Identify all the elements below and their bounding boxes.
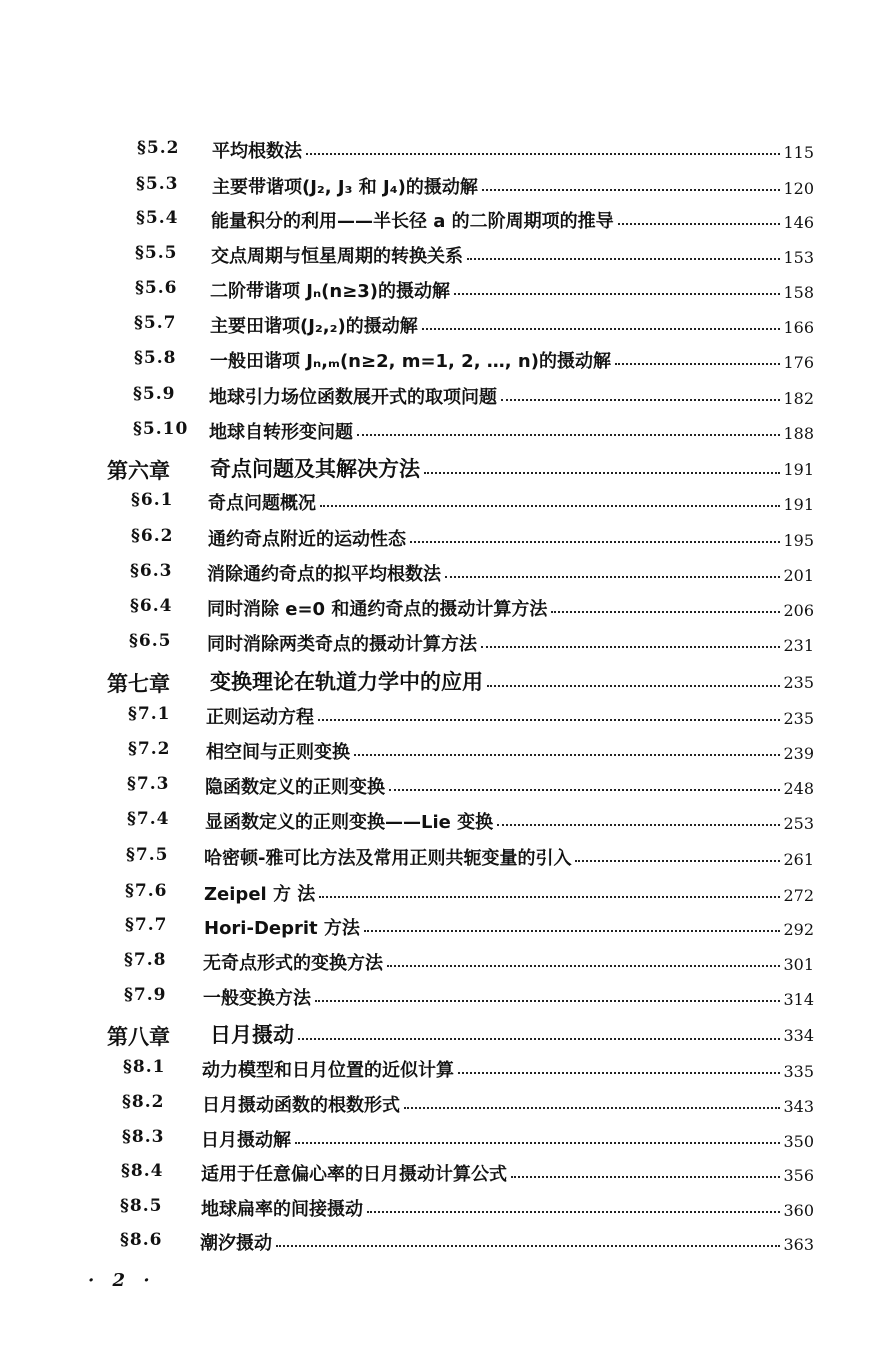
section-number: §8.5 — [120, 1196, 163, 1216]
dot-leader — [458, 1060, 780, 1074]
section-number: §8.1 — [123, 1057, 166, 1077]
chapter-number: 第七章 — [107, 672, 170, 696]
toc-section-entry — [0, 1230, 875, 1260]
dot-leader — [618, 211, 781, 225]
dot-leader — [575, 848, 780, 862]
dot-leader — [511, 1164, 780, 1178]
toc-section-entry — [0, 809, 875, 839]
dot-leader — [454, 281, 780, 295]
section-title: 主要带谐项(J₂, J₃ 和 J₄)的摄动解 — [212, 177, 478, 198]
dot-leader — [357, 422, 780, 436]
section-number: §7.6 — [125, 881, 168, 901]
section-number: §5.2 — [137, 138, 180, 158]
section-number: §6.1 — [131, 490, 174, 510]
dot-leader — [551, 599, 780, 613]
toc-section-entry — [0, 490, 875, 520]
section-title: 消除通约奇点的拟平均根数法 — [207, 564, 441, 585]
toc-chapter-entry — [0, 668, 875, 698]
section-number: §8.4 — [121, 1161, 164, 1181]
dot-leader — [410, 529, 780, 543]
chapter-number: 第八章 — [107, 1025, 170, 1049]
section-number: §7.5 — [126, 845, 169, 865]
dot-leader — [276, 1233, 780, 1247]
page-number: 363 — [783, 1235, 814, 1254]
toc-section-entry — [0, 596, 875, 626]
section-title: 平均根数法 — [212, 141, 302, 162]
page-number: 360 — [783, 1201, 814, 1220]
dot-leader — [315, 988, 780, 1002]
section-title: 日月摄动解 — [201, 1130, 291, 1151]
section-number: §7.9 — [124, 985, 167, 1005]
page-number: 261 — [783, 850, 814, 869]
section-title: 正则运动方程 — [206, 707, 314, 728]
toc-section-entry — [0, 1127, 875, 1157]
section-number: §5.6 — [135, 278, 178, 298]
page-number: 350 — [783, 1132, 814, 1151]
toc-section-entry — [0, 845, 875, 875]
page-number: 206 — [783, 601, 814, 620]
section-title: 适用于任意偏心率的日月摄动计算公式 — [201, 1164, 507, 1185]
toc-section-entry — [0, 561, 875, 591]
page-number: 292 — [783, 920, 814, 939]
page-number: 248 — [783, 779, 814, 798]
dot-leader — [389, 777, 780, 791]
page-number: 253 — [783, 814, 814, 833]
page-number: 235 — [783, 709, 814, 728]
section-title: 动力模型和日月位置的近似计算 — [202, 1060, 454, 1081]
chapter-number: 第六章 — [107, 459, 170, 483]
page-number: 120 — [783, 179, 814, 198]
dot-leader — [424, 460, 780, 474]
dot-leader — [482, 177, 781, 191]
section-title: 日月摄动函数的根数形式 — [202, 1095, 400, 1116]
section-number: §6.4 — [130, 596, 173, 616]
page-number: 158 — [783, 283, 814, 302]
page-number-footer: · 2 · — [88, 1270, 156, 1291]
page-number: 235 — [783, 673, 814, 692]
section-title: 地球扁率的间接摄动 — [201, 1199, 363, 1220]
dot-leader — [319, 884, 780, 898]
page-number: 146 — [783, 213, 814, 232]
dot-leader — [298, 1026, 780, 1040]
page-number: 356 — [783, 1166, 814, 1185]
dot-leader — [320, 493, 780, 507]
toc-section-entry — [0, 278, 875, 308]
section-number: §7.3 — [127, 774, 170, 794]
dot-leader — [295, 1130, 780, 1144]
section-number: §8.2 — [122, 1092, 165, 1112]
toc-section-entry — [0, 985, 875, 1015]
section-number: §5.4 — [136, 208, 179, 228]
section-title: 奇点问题概况 — [208, 493, 316, 514]
toc-section-entry — [0, 881, 875, 911]
toc-section-entry — [0, 419, 875, 449]
toc-section-entry — [0, 384, 875, 414]
toc-section-entry — [0, 739, 875, 769]
toc-section-entry — [0, 774, 875, 804]
section-title: 显函数定义的正则变换——Lie 变换 — [205, 812, 494, 833]
dot-leader — [615, 351, 781, 365]
dot-leader — [367, 1199, 780, 1213]
toc-section-entry — [0, 1196, 875, 1226]
toc-section-entry — [0, 1161, 875, 1191]
dot-leader — [445, 564, 780, 578]
dot-leader — [318, 707, 780, 721]
section-number: §8.3 — [122, 1127, 165, 1147]
page-number: 153 — [783, 248, 814, 267]
page-number: 182 — [783, 389, 814, 408]
toc-section-entry — [0, 348, 875, 378]
dot-leader — [404, 1095, 780, 1109]
dot-leader — [487, 673, 780, 687]
section-title: 一般变换方法 — [203, 988, 311, 1009]
page-number: 191 — [783, 460, 814, 479]
section-title: 哈密顿-雅可比方法及常用正则共轭变量的引入 — [204, 848, 572, 869]
section-title: 潮汐摄动 — [200, 1233, 272, 1254]
section-title: Zeipel 方 法 — [204, 884, 316, 905]
page-number: 272 — [783, 886, 814, 905]
page-number: 191 — [783, 495, 814, 514]
section-number: §7.7 — [125, 915, 168, 935]
section-title: 二阶带谐项 Jₙ(n≥3)的摄动解 — [210, 281, 451, 302]
section-title: 通约奇点附近的运动性态 — [208, 529, 406, 550]
section-number: §7.1 — [128, 704, 171, 724]
chapter-title: 日月摄动 — [210, 1023, 294, 1047]
dot-leader — [481, 634, 780, 648]
section-number: §7.2 — [128, 739, 171, 759]
chapter-title: 变换理论在轨道力学中的应用 — [210, 670, 483, 694]
dot-leader — [306, 141, 780, 155]
section-title: 隐函数定义的正则变换 — [205, 777, 385, 798]
section-number: §5.10 — [133, 419, 189, 439]
page-number: 188 — [783, 424, 814, 443]
page-number: 334 — [783, 1026, 814, 1045]
toc-section-entry — [0, 915, 875, 945]
toc-section-entry — [0, 704, 875, 734]
section-number: §5.8 — [134, 348, 177, 368]
section-number: §5.3 — [136, 174, 179, 194]
section-number: §5.7 — [134, 313, 177, 333]
section-title: 能量积分的利用——半长径 a 的二阶周期项的推导 — [211, 211, 614, 232]
page-number: 335 — [783, 1062, 814, 1081]
page-number: 176 — [783, 353, 814, 372]
section-title: 地球引力场位函数展开式的取项问题 — [209, 387, 497, 408]
section-number: §7.4 — [127, 809, 170, 829]
toc-section-entry — [0, 950, 875, 980]
section-title: 地球自转形变问题 — [209, 422, 353, 443]
section-number: §5.5 — [135, 243, 178, 263]
section-number: §6.3 — [130, 561, 173, 581]
dot-leader — [501, 387, 780, 401]
section-number: §6.2 — [131, 526, 174, 546]
section-title: 交点周期与恒星周期的转换关系 — [211, 246, 463, 267]
section-number: §6.5 — [129, 631, 172, 651]
page-number: 195 — [783, 531, 814, 550]
toc-section-entry — [0, 1092, 875, 1122]
dot-leader — [422, 316, 781, 330]
toc-section-entry — [0, 243, 875, 273]
section-title: 相空间与正则变换 — [206, 742, 350, 763]
section-title: 一般田谐项 Jₙ,ₘ(n≥2, m=1, 2, …, n)的摄动解 — [210, 351, 611, 372]
page-number: 343 — [783, 1097, 814, 1116]
section-title: 无奇点形式的变换方法 — [203, 953, 383, 974]
page-number: 314 — [783, 990, 814, 1009]
section-number: §7.8 — [124, 950, 167, 970]
section-title: 主要田谐项(J₂,₂)的摄动解 — [210, 316, 418, 337]
toc-chapter-entry — [0, 1021, 875, 1051]
dot-leader — [387, 953, 780, 967]
page-number: 201 — [783, 566, 814, 585]
section-number: §8.6 — [120, 1230, 163, 1250]
section-number: §5.9 — [133, 384, 176, 404]
section-title: 同时消除两类奇点的摄动计算方法 — [207, 634, 477, 655]
dot-leader — [497, 812, 780, 826]
dot-leader — [467, 246, 780, 260]
page-number: 231 — [783, 636, 814, 655]
page-number: 301 — [783, 955, 814, 974]
page-number: 239 — [783, 744, 814, 763]
toc-section-entry — [0, 526, 875, 556]
page-number: 166 — [783, 318, 814, 337]
dot-leader — [364, 918, 781, 932]
page-number: 115 — [783, 143, 814, 162]
section-title: Hori-Deprit 方法 — [204, 918, 360, 939]
section-title: 同时消除 e=0 和通约奇点的摄动计算方法 — [207, 599, 548, 620]
dot-leader — [354, 742, 780, 756]
toc-section-entry — [0, 138, 875, 168]
toc-section-entry — [0, 1057, 875, 1087]
toc-section-entry — [0, 313, 875, 343]
toc-section-entry — [0, 208, 875, 238]
toc-section-entry — [0, 174, 875, 204]
chapter-title: 奇点问题及其解决方法 — [210, 457, 420, 481]
toc-chapter-entry — [0, 455, 875, 485]
toc-section-entry — [0, 631, 875, 661]
